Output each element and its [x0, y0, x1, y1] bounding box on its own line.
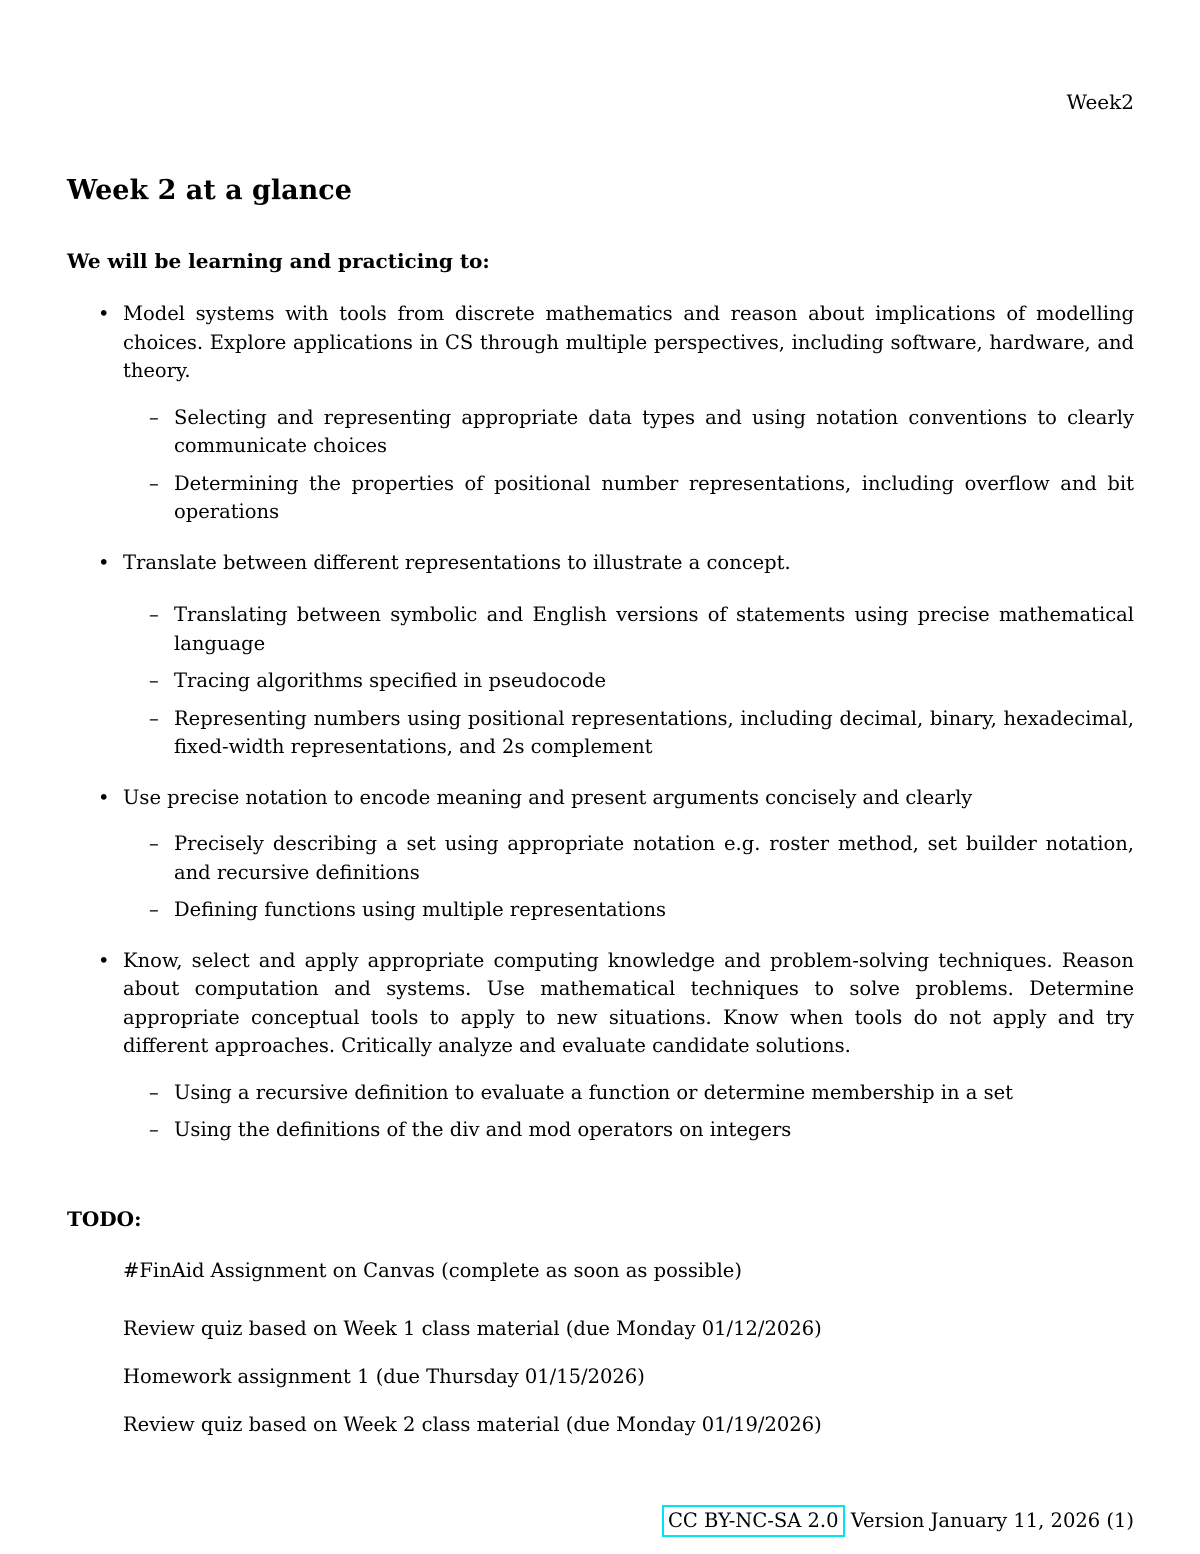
dash-icon: – [149, 898, 159, 921]
bullet-icon: • [98, 785, 110, 809]
sub-objective-item [67, 1116, 1134, 1145]
sub-objective-text: Determining the properties of positional number representations, including overflow and bit operations [174, 471, 1134, 523]
objective-text: Translate between different representations to illustrate a concept. [123, 550, 791, 574]
dash-icon: – [149, 669, 159, 692]
sub-objective-text: Representing numbers using positional representations, including decimal, binary, hexadecimal, fixed-width representations, and 2s complement [174, 706, 1134, 758]
sub-objective-text: Precisely describing a set using appropriate notation e.g. roster method, set builder notation, and recursive definitions [174, 832, 1134, 884]
sub-objective-item [67, 601, 1134, 658]
todo-list [123, 1257, 1134, 1439]
page-footer [662, 1505, 1134, 1537]
objective-item [67, 947, 1134, 1145]
sub-objective-item [67, 470, 1134, 527]
objectives-list [67, 300, 1134, 1154]
license-link[interactable]: CC BY-NC-SA 2.0 [662, 1505, 845, 1537]
dash-icon: – [149, 603, 159, 626]
sub-objective-item [67, 667, 1134, 696]
sub-objective-text: Using the definitions of the div and mod operators on integers [174, 1118, 792, 1141]
dash-icon: – [149, 405, 159, 429]
todo-item: Review quiz based on Week 2 class material (due Monday 01/19/2026) [123, 1413, 822, 1436]
todo-item: #FinAid Assignment on Canvas (complete as soon as possible) [123, 1259, 742, 1282]
running-head: Week2 [1066, 90, 1134, 114]
sub-objective-item [67, 830, 1134, 887]
objective-item [67, 784, 1134, 925]
objective-text: Know, select and apply appropriate computing knowledge and problem-solving techniques. Reason about computation and systems. Use mathematical techniques to solve problems. Determine appropriate conceptual tools to apply to new situations. Know when tools do not apply and try different approaches. Critically analyze and evaluate candidate solutions. [123, 948, 1134, 1057]
todo-item: Review quiz based on Week 1 class material (due Monday 01/12/2026) [123, 1317, 822, 1340]
dash-icon: – [149, 471, 159, 495]
sub-objective-item [67, 1079, 1134, 1108]
sub-objective-text: Using a recursive definition to evaluate a function or determine membership in a set [174, 1080, 1013, 1104]
sub-objective-item [67, 896, 1134, 925]
dash-icon: – [149, 706, 159, 730]
dash-icon: – [149, 1080, 159, 1104]
objective-text: Model systems with tools from discrete mathematics and reason about implications of modelling choices. Explore applications in CS through multiple perspectives, including software, hardware, and theory. [123, 302, 1134, 382]
version-text: Version January 11, 2026 (1) [850, 1509, 1134, 1532]
sub-objectives-list [123, 830, 1134, 925]
dash-icon: – [149, 832, 159, 855]
todo-heading: TODO: [67, 1207, 142, 1231]
sub-objectives-list [123, 404, 1134, 527]
objective-item [67, 549, 1134, 762]
objective-item [67, 300, 1134, 527]
sub-objectives-list [123, 1079, 1134, 1145]
dash-icon: – [149, 1118, 159, 1141]
bullet-icon: • [98, 550, 110, 574]
sub-objective-text: Defining functions using multiple representations [174, 898, 667, 921]
sub-objectives-list [123, 601, 1134, 762]
bullet-icon: • [98, 302, 110, 325]
bullet-icon: • [98, 948, 110, 972]
sub-objective-text: Tracing algorithms specified in pseudocode [174, 669, 606, 692]
sub-objective-text: Selecting and representing appropriate data types and using notation conventions to clearly communicate choices [174, 405, 1134, 457]
todo-item: Homework assignment 1 (due Thursday 01/15/2026) [123, 1365, 645, 1388]
page-title: Week 2 at a glance [67, 175, 352, 206]
sub-objective-item [67, 705, 1134, 762]
sub-objective-text: Translating between symbolic and English versions of statements using precise mathematical language [174, 603, 1134, 655]
objective-text: Use precise notation to encode meaning and present arguments concisely and clearly [123, 785, 973, 809]
learning-heading: We will be learning and practicing to: [67, 249, 490, 273]
sub-objective-item [67, 404, 1134, 461]
